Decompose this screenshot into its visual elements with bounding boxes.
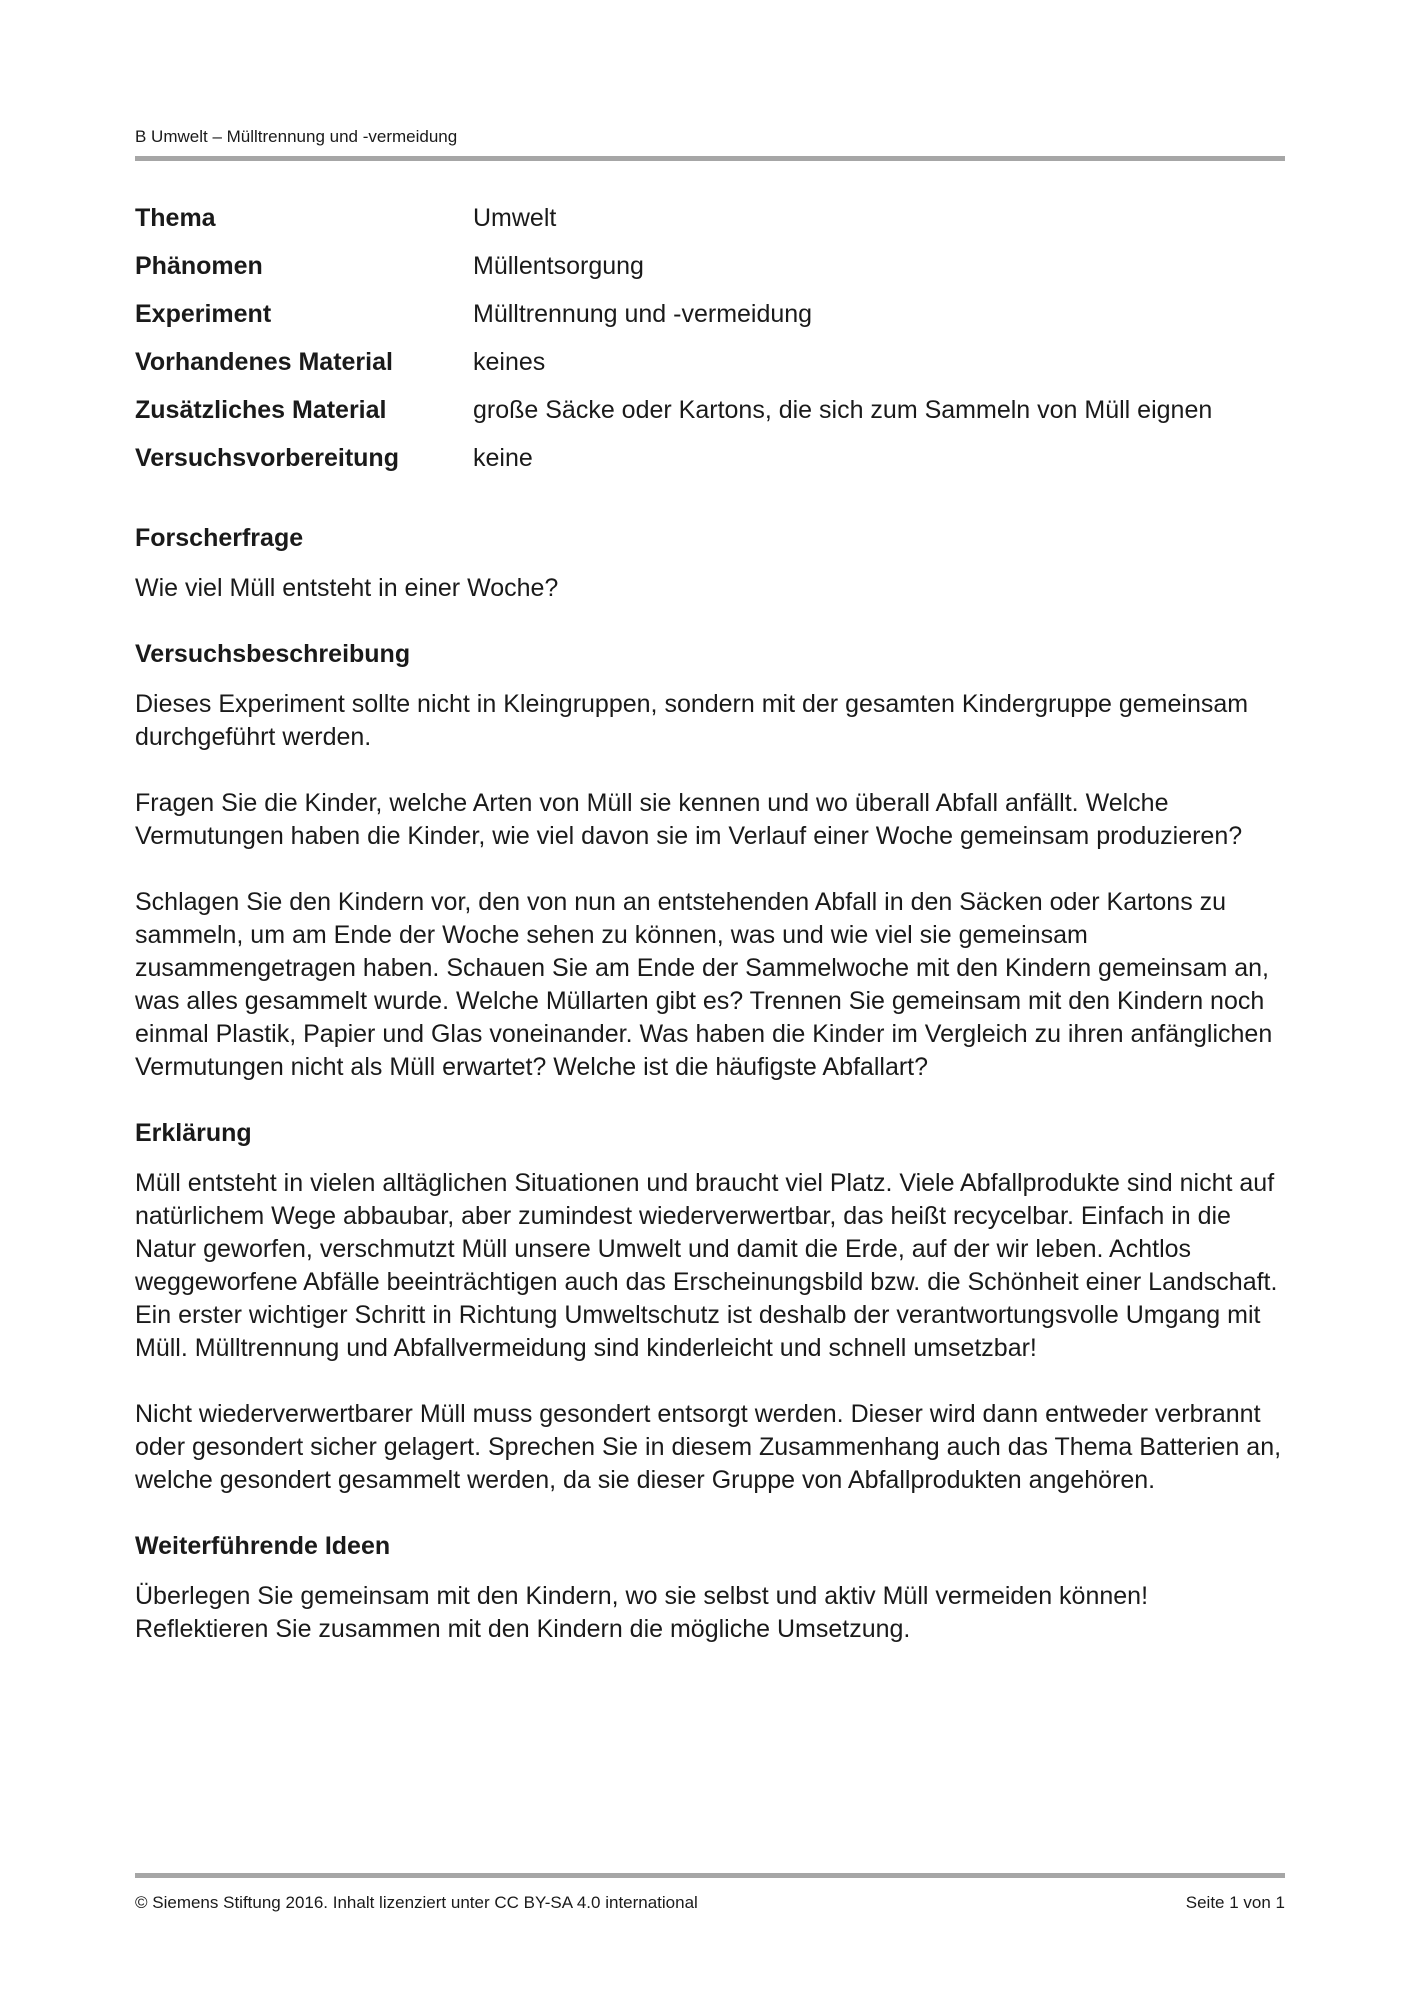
- meta-value: Umwelt: [473, 204, 557, 232]
- meta-row-experiment: [135, 300, 1285, 348]
- paragraph: Überlegen Sie gemeinsam mit den Kindern, wo sie selbst und aktiv Müll vermeiden können! Reflektieren Sie zusammen mit den Kindern die mögliche Umsetzung.: [135, 1582, 1149, 1643]
- meta-label: Phänomen: [135, 252, 263, 280]
- section-heading-forscherfrage: Forscherfrage: [135, 524, 304, 552]
- metadata-table: [135, 204, 1285, 492]
- meta-row-phaenomen: [135, 252, 1285, 300]
- paragraph: Müll entsteht in vielen alltäglichen Situationen und braucht viel Platz. Viele Abfallprodukte sind nicht auf natürlichem Wege abbaubar, aber zumindest wiederverwertbar, das heißt recycelbar. Einfach in die Natur geworfen, verschmutzt Müll unsere Umwelt und damit die Erde, auf der wir leben. Achtlos weggeworfene Abfälle beeinträchtigen auch das Erscheinungsbild bzw. die Schönheit einer Landschaft. Ein erster wichtiger Schritt in Richtung Umweltschutz ist deshalb der verantwortungsvolle Umgang mit Müll. Mülltrennung und Abfallvermeidung sind kinderleicht und schnell umsetzbar!: [135, 1169, 1278, 1362]
- meta-label: Experiment: [135, 300, 272, 328]
- header-divider: [135, 156, 1285, 161]
- paragraph: Fragen Sie die Kinder, welche Arten von Müll sie kennen und wo überall Abfall anfällt. Welche Vermutungen haben die Kinder, wie viel davon sie im Verlauf einer Woche gemeinsam produzieren?: [135, 789, 1243, 850]
- meta-value: Mülltrennung und -vermeidung: [473, 300, 813, 328]
- footer-divider: [135, 1873, 1285, 1878]
- meta-row-zusaetzliches-material: [135, 396, 1285, 444]
- paragraph: Wie viel Müll entsteht in einer Woche?: [135, 574, 559, 602]
- meta-row-vorhandenes-material: [135, 348, 1285, 396]
- paragraph: Dieses Experiment sollte nicht in Kleingruppen, sondern mit der gesamten Kindergruppe gemeinsam durchgeführt werden.: [135, 690, 1249, 751]
- section-heading-erklaerung: Erklärung: [135, 1119, 252, 1147]
- meta-label: Versuchsvorbereitung: [135, 444, 399, 472]
- document-body: [135, 522, 1285, 1646]
- meta-label: Zusätzliches Material: [135, 396, 387, 424]
- paragraph: Schlagen Sie den Kindern vor, den von nun an entstehenden Abfall in den Säcken oder Kartons zu sammeln, um am Ende der Woche sehen zu können, was und wie viel sie gemeinsam zusammengetragen haben. Schauen Sie am Ende der Sammelwoche mit den Kindern gemeinsam an, was alles gesammelt wurde. Welche Müllarten gibt es? Trennen Sie gemeinsam mit den Kindern noch einmal Plastik, Papier und Glas voneinander. Was haben die Kinder im Vergleich zu ihren anfänglichen Vermutungen nicht als Müll erwartet? Welche ist die häufigste Abfallart?: [135, 888, 1273, 1081]
- paragraph: Nicht wiederverwertbarer Müll muss gesondert entsorgt werden. Dieser wird dann entweder verbrannt oder gesondert sicher gelagert. Sprechen Sie in diesem Zusammenhang auch das Thema Batterien an, welche gesondert gesammelt werden, da sie dieser Gruppe von Abfallprodukten angehören.: [135, 1400, 1282, 1494]
- document-header: B Umwelt – Mülltrennung und -vermeidung: [135, 127, 458, 146]
- meta-value: keine: [473, 444, 533, 472]
- meta-row-versuchsvorbereitung: [135, 444, 1285, 492]
- footer-license: © Siemens Stiftung 2016. Inhalt lizenziert unter CC BY-SA 4.0 international: [135, 1893, 698, 1912]
- section-heading-weiterfuehrende-ideen: Weiterführende Ideen: [135, 1532, 391, 1560]
- meta-value: Müllentsorgung: [473, 252, 644, 280]
- meta-row-thema: [135, 204, 1285, 252]
- page-number: Seite 1 von 1: [1185, 1893, 1285, 1912]
- meta-value: keines: [473, 348, 546, 376]
- meta-value: große Säcke oder Kartons, die sich zum Sammeln von Müll eignen: [473, 396, 1213, 424]
- section-heading-versuchsbeschreibung: Versuchsbeschreibung: [135, 640, 411, 668]
- meta-label: Thema: [135, 204, 216, 232]
- meta-label: Vorhandenes Material: [135, 348, 393, 376]
